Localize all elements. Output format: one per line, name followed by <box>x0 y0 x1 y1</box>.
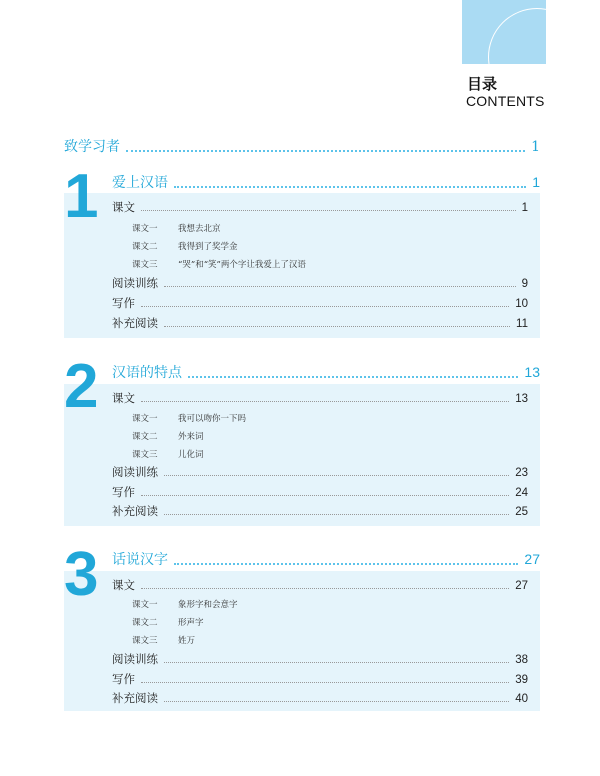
entry-label: 课文 <box>112 578 135 592</box>
lesson-item[interactable] <box>132 222 221 234</box>
entry-label: 阅读训练 <box>112 465 158 479</box>
lesson-item[interactable] <box>132 448 204 460</box>
entry-label: 课文 <box>112 200 135 214</box>
leader-dots <box>141 401 509 402</box>
lesson-title: 外来词 <box>178 432 204 442</box>
toc-entry-text[interactable] <box>112 390 528 406</box>
lesson-title: 我得到了奖学金 <box>178 242 238 252</box>
lesson-tag: 课文二 <box>132 432 158 442</box>
leader-dots <box>164 662 509 663</box>
lesson-title: 形声字 <box>178 618 204 628</box>
unit-title-entry-3[interactable] <box>112 549 540 569</box>
lesson-tag: 课文一 <box>132 224 158 234</box>
lesson-title: 我可以吻你一下吗 <box>178 414 247 424</box>
preface-title: 致学习者 <box>64 139 120 155</box>
entry-page: 10 <box>515 298 528 310</box>
unit-title-entry-1[interactable] <box>112 172 540 192</box>
lesson-tag: 课文三 <box>132 260 158 270</box>
leader-dots <box>141 495 509 496</box>
leader-dots <box>164 475 509 476</box>
unit-page: 27 <box>524 551 540 567</box>
unit-title: 汉语的特点 <box>112 365 182 381</box>
entry-label: 阅读训练 <box>112 652 158 666</box>
entry-label: 补充阅读 <box>112 316 158 330</box>
lesson-item[interactable] <box>132 240 238 252</box>
unit-page: 13 <box>524 364 540 380</box>
lesson-tag: 课文三 <box>132 450 158 460</box>
entry-page: 11 <box>516 318 528 330</box>
unit-page: 1 <box>532 174 540 190</box>
lesson-tag: 课文二 <box>132 618 158 628</box>
leader-dots <box>164 701 509 702</box>
lesson-tag: 课文三 <box>132 636 158 646</box>
leader-dots <box>164 514 509 515</box>
unit-title: 爱上汉语 <box>112 175 168 191</box>
entry-label: 写作 <box>112 485 135 499</box>
entry-label: 写作 <box>112 672 135 686</box>
unit-number-2: 2 <box>64 352 99 421</box>
lesson-item[interactable] <box>132 412 246 424</box>
lesson-item[interactable] <box>132 430 204 442</box>
lesson-title: “哭”和“笑”两个字让我爱上了汉语 <box>178 260 306 270</box>
entry-page: 38 <box>515 654 528 666</box>
entry-page: 40 <box>515 693 528 705</box>
leader-dots <box>126 150 525 152</box>
entry-page: 25 <box>515 506 528 518</box>
entry-label: 补充阅读 <box>112 504 158 518</box>
entry-page: 24 <box>515 487 528 499</box>
lesson-tag: 课文一 <box>132 600 158 610</box>
leader-dots <box>188 376 518 378</box>
leader-dots <box>141 306 509 307</box>
leader-dots <box>164 286 516 287</box>
preface-entry[interactable] <box>64 136 540 156</box>
lesson-tag: 课文二 <box>132 242 158 252</box>
toc-entry-extra[interactable] <box>112 690 528 706</box>
entry-label: 写作 <box>112 296 135 310</box>
toc-entry-reading[interactable] <box>112 275 528 291</box>
toc-entry-reading[interactable] <box>112 464 528 480</box>
toc-entry-text[interactable] <box>112 577 528 593</box>
entry-page: 39 <box>515 674 528 686</box>
preface-page: 1 <box>531 139 540 155</box>
toc-entry-text[interactable] <box>112 199 528 215</box>
toc-entry-writing[interactable] <box>112 671 528 687</box>
leader-dots <box>174 563 518 565</box>
lesson-tag: 课文一 <box>132 414 158 424</box>
entry-page: 1 <box>521 202 528 214</box>
unit-number-1: 1 <box>64 162 99 231</box>
lesson-item[interactable] <box>132 616 204 628</box>
entry-page: 23 <box>515 467 528 479</box>
toc-entry-writing[interactable] <box>112 295 528 311</box>
lesson-title: 姓万 <box>178 636 196 646</box>
toc-entry-extra[interactable] <box>112 503 528 519</box>
leader-dots <box>141 588 509 589</box>
entry-label: 补充阅读 <box>112 691 158 705</box>
lesson-title: 我想去北京 <box>178 224 221 234</box>
corner-arc <box>488 8 546 64</box>
entry-label: 阅读训练 <box>112 276 158 290</box>
lesson-item[interactable] <box>132 598 238 610</box>
toc-entry-reading[interactable] <box>112 651 528 667</box>
unit-number-3: 3 <box>64 540 99 609</box>
lesson-item[interactable] <box>132 258 306 270</box>
leader-dots <box>164 326 510 327</box>
entry-page: 27 <box>515 580 528 592</box>
leader-dots <box>141 682 509 683</box>
toc-entry-extra[interactable] <box>112 315 528 331</box>
unit-title: 话说汉字 <box>112 552 168 568</box>
toc-heading: 目录 <box>467 75 498 93</box>
lesson-title: 儿化词 <box>178 450 204 460</box>
entry-page: 9 <box>521 278 528 290</box>
leader-dots <box>174 186 526 188</box>
entry-label: 课文 <box>112 391 135 405</box>
lesson-item[interactable] <box>132 634 195 646</box>
leader-dots <box>141 210 516 211</box>
lesson-title: 象形字和会意字 <box>178 600 238 610</box>
corner-decoration <box>462 0 546 64</box>
toc-entry-writing[interactable] <box>112 484 528 500</box>
entry-page: 13 <box>515 393 528 405</box>
toc-subheading: CONTENTS <box>466 93 545 109</box>
unit-title-entry-2[interactable] <box>112 362 540 382</box>
